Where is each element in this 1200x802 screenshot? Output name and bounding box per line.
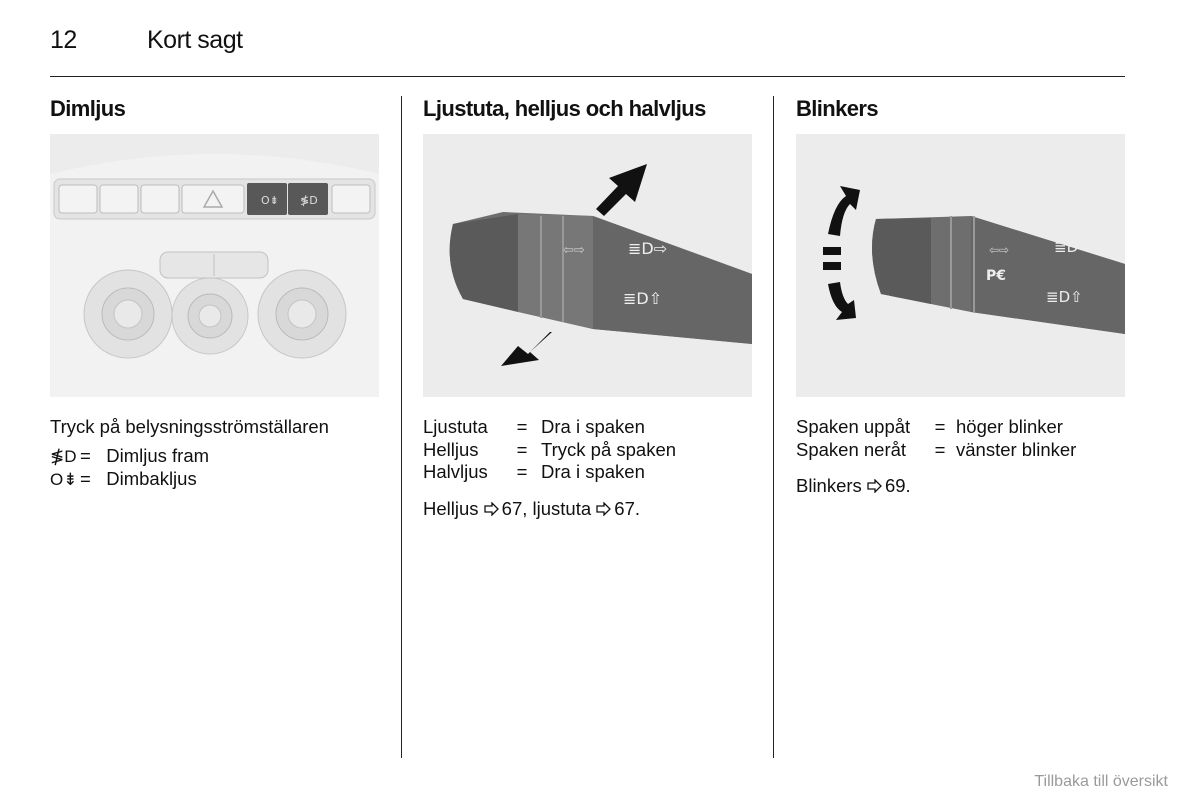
svg-text:≣D⇨: ≣D⇨	[628, 239, 668, 258]
svg-text:⇦⇨: ⇦⇨	[563, 243, 585, 258]
fog-light-front-icon: ≸D	[50, 446, 77, 466]
description: vänster blinker	[956, 438, 1077, 460]
back-to-overview-link[interactable]: Tillbaka till översikt	[1034, 773, 1168, 790]
headlight-table	[423, 416, 676, 484]
reference-label: Helljus	[423, 497, 479, 519]
description: Tryck på spaken	[541, 438, 677, 460]
equals-sign: =	[516, 461, 528, 482]
term: Spaken uppåt	[796, 416, 911, 437]
svg-text:≸D: ≸D	[300, 194, 318, 207]
reference-page-link[interactable]: 67	[501, 497, 523, 519]
page-reference	[423, 498, 676, 521]
turn-signal-table	[796, 416, 1076, 461]
term: Spaken neråt	[796, 438, 907, 460]
equals-sign: =	[934, 438, 946, 460]
intro-text: Tryck på belysningsströmställaren	[50, 416, 329, 437]
dashboard-switch-illustration	[50, 134, 379, 397]
section-fog-lights	[50, 96, 380, 489]
description: Dra i spaken	[541, 416, 645, 437]
page-reference-arrow-icon	[867, 479, 882, 493]
page-reference-arrow-icon	[484, 502, 499, 516]
description: höger blinker	[956, 416, 1063, 437]
term: Halvljus	[423, 461, 488, 482]
column-divider	[401, 96, 402, 758]
svg-text:O⇟: O⇟	[261, 194, 279, 207]
chapter-title: Kort sagt	[147, 26, 243, 54]
section-heading: Dimljus	[50, 96, 126, 121]
equals-sign: =	[80, 444, 91, 466]
page-number: 12	[50, 26, 77, 54]
equals-sign: =	[516, 438, 528, 460]
page-reference	[796, 475, 1076, 498]
separator: ,	[522, 497, 528, 519]
term: Helljus	[423, 438, 479, 460]
description: Dra i spaken	[541, 461, 645, 482]
legend-text: Dimbakljus	[106, 468, 197, 489]
svg-text:P€: P€	[986, 268, 1007, 284]
reference-page-link[interactable]: 67.	[614, 497, 641, 519]
equals-sign: =	[80, 468, 91, 489]
section-heading: Blinkers	[796, 96, 879, 121]
page-reference-arrow-icon	[596, 502, 611, 516]
section-turn-signals	[796, 96, 1126, 496]
turn-signal-stalk-illustration	[796, 134, 1125, 397]
reference-page-link[interactable]: 69.	[884, 475, 911, 496]
section-headlights	[423, 96, 753, 519]
reference-label: ljustuta	[532, 497, 592, 519]
equals-sign: =	[516, 416, 528, 437]
fog-light-rear-icon: O⇟	[50, 470, 78, 489]
legend-text: Dimljus fram	[106, 444, 210, 466]
svg-text:≣D⇧: ≣D⇧	[623, 289, 663, 308]
equals-sign: =	[934, 416, 946, 437]
fog-light-description	[50, 416, 329, 492]
headlight-description	[423, 416, 676, 520]
section-heading: Ljustuta, helljus och halvljus	[423, 96, 706, 121]
term: Ljustuta	[423, 416, 488, 437]
page-header	[50, 26, 1125, 77]
turn-signal-description	[796, 416, 1076, 498]
svg-text:⇦⇨: ⇦⇨	[989, 243, 1010, 257]
svg-text:≣D⇨: ≣D⇨	[1054, 238, 1091, 256]
reference-label: Blinkers	[796, 475, 862, 496]
column-divider	[773, 96, 774, 758]
light-stalk-illustration	[423, 134, 752, 397]
svg-text:≣D⇧: ≣D⇧	[1046, 288, 1083, 306]
